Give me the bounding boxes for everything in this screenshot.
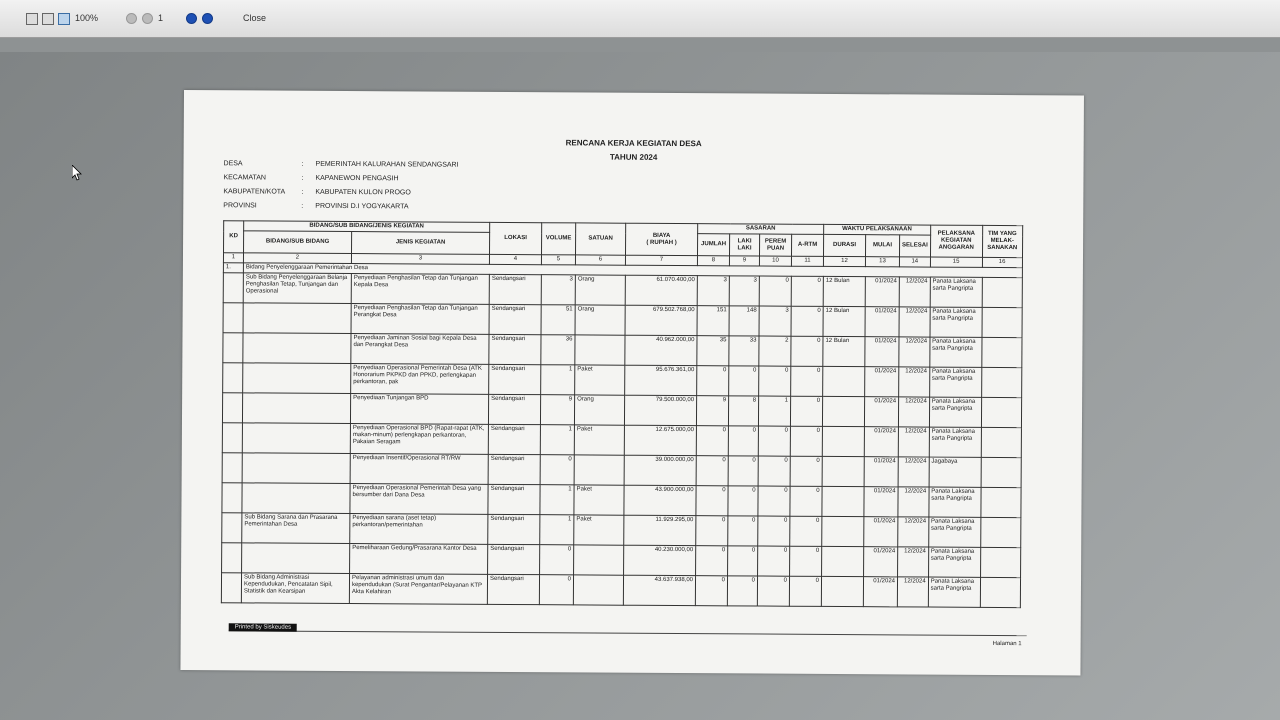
viewer-gutter — [0, 38, 1280, 52]
cell-satuan: Orang — [575, 305, 625, 335]
cell-jenis: Penyediaan Penghasilan Tetap dan Tunjangan Perangkat Desa — [351, 304, 489, 335]
table-row — [223, 363, 1022, 398]
cell-kd — [222, 393, 242, 423]
biaya-label: BIAYA — [652, 232, 671, 239]
save-icon — [26, 13, 38, 25]
cell-pelaksana: Panata Laksana sarta Pangripta — [929, 427, 981, 457]
cell-sub — [243, 333, 351, 364]
report-meta — [223, 160, 458, 217]
first-page-button[interactable] — [126, 13, 137, 24]
cell-selesai: 12/2024 — [898, 517, 929, 547]
column-number: 12 — [823, 256, 865, 266]
cell-sub — [243, 363, 351, 394]
report-viewer-toolbar — [0, 0, 1280, 38]
cell-jumlah: 0 — [696, 486, 728, 516]
cell-mulai: 01/2024 — [864, 517, 898, 547]
first-page-icon — [126, 13, 137, 24]
cell-artm: 0 — [790, 396, 822, 426]
cell-jenis: Penyediaan Insentif/Operasional RT/RW — [350, 454, 488, 485]
cell-jenis: Penyediaan Operasional Pemerintah Desa (ATK Honorarium PKPKD dan PPKD, perlengkapan perkantoran, pak — [351, 364, 489, 395]
cell-jumlah: 0 — [696, 546, 728, 576]
page-number[interactable]: 1 — [158, 13, 164, 23]
column-number: 16 — [982, 257, 1022, 267]
table-row — [222, 543, 1021, 578]
cell-jenis: Penyediaan Operasional Pemerintah Desa yang bersumber dari Dana Desa — [350, 484, 488, 515]
cell-kd — [223, 363, 243, 393]
cell-artm: 0 — [790, 516, 822, 546]
col-durasi: DURASI — [823, 234, 865, 256]
cell-satuan — [574, 455, 624, 485]
cell-lokasi: Sendangsari — [488, 544, 540, 574]
cell-jenis: Penyediaan Jaminan Sosial bagi Kepala Desa dan Perangkat Desa — [351, 334, 489, 365]
cell-durasi: 12 Bulan — [823, 336, 865, 366]
cell-perempuan: 0 — [759, 276, 791, 306]
cell-kd — [222, 483, 242, 513]
cell-artm: 0 — [789, 576, 821, 606]
cell-sub — [242, 393, 350, 424]
cell-jenis: Pelayanan administrasi umum dan kependudukan (Surat Pengantar/Pelayanan KTP Akta Kelahiran — [349, 574, 487, 605]
col-biaya — [625, 223, 697, 255]
meta-row — [223, 160, 458, 175]
cell-sub — [242, 483, 350, 514]
meta-value: PEMERINTAH KALURAHAN SENDANGSARI — [315, 160, 459, 169]
cell-satuan: Paket — [574, 425, 624, 455]
table-row — [223, 303, 1022, 338]
cell-lokasi: Sendangsari — [489, 364, 541, 394]
table-row — [223, 333, 1022, 368]
cell-kd — [222, 453, 242, 483]
last-page-button[interactable] — [202, 13, 213, 24]
cell-sub — [242, 423, 350, 454]
cell-volume: 1 — [540, 485, 574, 515]
col-laki: LAKI LAKI — [729, 234, 759, 256]
cell-perempuan: 0 — [758, 516, 790, 546]
meta-sep: : — [301, 202, 304, 210]
cell-durasi — [822, 486, 864, 516]
meta-sep: : — [301, 188, 304, 196]
cell-pelaksana: Panata Laksana sarta Pangripta — [929, 397, 981, 427]
cell-volume: 3 — [541, 275, 575, 305]
printed-by: Printed by Siskeudes — [229, 623, 297, 631]
cell-sub: Sub Bidang Administrasi Kependudukan, Pencatatan Sipil, Statistik dan Kearsipan — [241, 573, 349, 604]
cell-mulai: 01/2024 — [864, 547, 898, 577]
cell-perempuan: 0 — [758, 486, 790, 516]
close-button[interactable]: Close — [243, 13, 267, 23]
cell-jumlah: 0 — [696, 426, 728, 456]
cell-tim — [981, 457, 1021, 487]
cell-perempuan: 0 — [758, 426, 790, 456]
cell-pelaksana: Panata Laksana sarta Pangripta — [930, 307, 982, 337]
cell-lokasi: Sendangsari — [488, 454, 540, 484]
col-jumlah: JUMLAH — [697, 234, 729, 256]
meta-label: KABUPATEN/KOTA — [223, 188, 286, 196]
cell-volume: 0 — [540, 455, 574, 485]
meta-value: KABUPATEN KULON PROGO — [315, 188, 411, 197]
cell-mulai: 01/2024 — [864, 427, 898, 457]
cell-laki: 148 — [729, 306, 759, 336]
cell-laki: 0 — [727, 576, 757, 606]
cell-laki: 8 — [728, 396, 758, 426]
cell-jenis: Penyediaan Operasional BPD (Rapat-rapat (ATK, makan-minum) perlengkapan perkantoran, Pakaian Seragam — [350, 424, 488, 455]
cell-pelaksana: Panata Laksana sarta Pangripta — [930, 277, 982, 307]
column-number: 3 — [351, 254, 489, 265]
cell-durasi — [822, 456, 864, 486]
cell-jumlah: 35 — [697, 336, 729, 366]
cell-perempuan: 1 — [758, 396, 790, 426]
mouse-cursor-icon — [72, 165, 82, 181]
cell-laki: 0 — [728, 426, 758, 456]
cell-jenis: Penyediaan sarana (aset tetap) perkantoran/pemerintahan — [350, 514, 488, 545]
cell-biaya: 61.070.400,00 — [625, 275, 697, 305]
cell-perempuan: 0 — [758, 456, 790, 486]
cell-mulai: 01/2024 — [865, 277, 899, 307]
cell-jenis: Penyediaan Tunjangan BPD — [350, 394, 488, 425]
cell-mulai: 01/2024 — [864, 457, 898, 487]
cell-selesai: 12/2024 — [898, 427, 929, 457]
cell-artm: 0 — [791, 336, 823, 366]
page-label: Halaman 1 — [992, 640, 1022, 648]
cell-sub: Sub Bidang Sarana dan Prasarana Pemerintahan Desa — [242, 513, 350, 544]
cell-lokasi: Sendangsari — [488, 484, 540, 514]
cell-mulai: 01/2024 — [864, 487, 898, 517]
cell-selesai: 12/2024 — [898, 397, 929, 427]
cell-jumlah: 151 — [697, 306, 729, 336]
cell-laki: 0 — [728, 486, 758, 516]
cell-selesai: 12/2024 — [899, 307, 930, 337]
meta-sep: : — [301, 174, 304, 182]
col-perempuan: PEREM PUAN — [759, 234, 791, 256]
col-tim: TIM YANG MELAK-SANAKAN — [982, 225, 1022, 257]
cell-mulai: 01/2024 — [863, 577, 897, 607]
cell-artm: 0 — [790, 426, 822, 456]
cell-durasi — [821, 576, 863, 606]
cell-jumlah: 0 — [696, 516, 728, 546]
cell-tim — [980, 517, 1020, 547]
report-year: TAHUN 2024 — [609, 152, 658, 162]
cell-jenis: Penyediaan Penghasilan Tetap dan Tunjangan Kepala Desa — [351, 274, 489, 305]
cell-volume: 1 — [540, 515, 574, 545]
cell-tim — [982, 337, 1022, 367]
cell-jumlah: 9 — [696, 396, 728, 426]
cell-volume: 51 — [541, 305, 575, 335]
cell-mulai: 01/2024 — [865, 337, 899, 367]
cell-satuan: Paket — [574, 515, 624, 545]
cell-pelaksana: Jagabaya — [929, 457, 981, 487]
cell-kd — [222, 513, 242, 543]
cell-pelaksana: Panata Laksana sarta Pangripta — [928, 517, 980, 547]
cell-biaya: 12.675.000,00 — [624, 425, 696, 455]
print-button[interactable] — [42, 13, 54, 25]
prev-page-icon — [142, 13, 153, 24]
column-number: 10 — [759, 256, 791, 266]
cell-laki: 33 — [729, 336, 759, 366]
column-number: 6 — [575, 255, 625, 265]
column-number: 15 — [930, 257, 982, 267]
cell-satuan — [573, 575, 623, 605]
cell-pelaksana: Panata Laksana sarta Pangripta — [930, 337, 982, 367]
biaya-unit: ( RUPIAH ) — [646, 239, 677, 246]
cell-kd — [223, 273, 243, 303]
column-number: 2 — [243, 253, 351, 264]
cell-laki: 0 — [728, 546, 758, 576]
cell-satuan — [574, 545, 624, 575]
meta-value: PROVINSI D.I YOGYAKARTA — [315, 202, 409, 211]
cell-perempuan: 0 — [757, 576, 789, 606]
cell-pelaksana: Panata Laksana sarta Pangripta — [929, 487, 981, 517]
table-row — [222, 513, 1021, 548]
cell-biaya: 43.637.938,00 — [623, 575, 695, 605]
meta-value: KAPANEWON PENGASIH — [315, 174, 399, 183]
cell-lokasi: Sendangsari — [488, 514, 540, 544]
col-waktu: WAKTU PELAKSANAAN — [824, 224, 931, 235]
cell-selesai: 12/2024 — [899, 337, 930, 367]
table-row — [223, 273, 1022, 308]
cell-volume: 0 — [540, 545, 574, 575]
cell-biaya: 39.000.000,00 — [624, 455, 696, 485]
cell-lokasi: Sendangsari — [488, 394, 540, 424]
col-bidang: BIDANG/SUB BIDANG — [244, 231, 352, 254]
cell-artm: 0 — [790, 486, 822, 516]
meta-row — [223, 188, 458, 203]
cell-biaya: 43.900.000,00 — [624, 485, 696, 515]
cell-mulai: 01/2024 — [865, 367, 899, 397]
column-number: 1 — [223, 253, 243, 263]
cell-perempuan: 0 — [758, 546, 790, 576]
cell-jumlah: 0 — [696, 456, 728, 486]
cell-laki: 0 — [728, 456, 758, 486]
cell-perempuan: 3 — [759, 306, 791, 336]
cell-durasi: 12 Bulan — [823, 276, 865, 306]
cell-lokasi: Sendangsari — [487, 574, 539, 604]
col-lokasi: LOKASI — [490, 222, 542, 254]
cell-laki: 0 — [729, 366, 759, 396]
col-jenis: JENIS KEGIATAN — [352, 232, 490, 255]
cell-kd — [223, 303, 243, 333]
col-kd: KD — [224, 221, 244, 253]
cell-tim — [981, 427, 1021, 457]
cell-tim — [981, 367, 1021, 397]
col-satuan: SATUAN — [576, 223, 626, 255]
cell-satuan: Paket — [575, 365, 625, 395]
cell-biaya: 679.502.768,00 — [625, 305, 697, 335]
column-number: 14 — [899, 257, 930, 267]
cell-selesai: 12/2024 — [898, 547, 929, 577]
meta-label: PROVINSI — [223, 202, 257, 210]
cell-biaya: 11.929.295,00 — [624, 515, 696, 545]
page-layout-icon — [58, 13, 70, 25]
section-label: Bidang Penyelenggaraan Pemerintahan Desa — [243, 263, 1022, 278]
zoom-level[interactable]: 100% — [75, 13, 99, 23]
cell-volume: 36 — [541, 335, 575, 365]
cell-satuan: Orang — [575, 275, 625, 305]
rkp-table — [221, 220, 1023, 608]
meta-label: KECAMATAN — [223, 174, 267, 182]
meta-label: DESA — [223, 160, 243, 168]
cell-lokasi: Sendangsari — [489, 304, 541, 334]
cell-tim — [981, 397, 1021, 427]
cell-sub — [242, 453, 350, 484]
cell-selesai: 12/2024 — [897, 577, 928, 607]
cell-tim — [980, 547, 1020, 577]
cell-durasi — [822, 396, 864, 426]
table-row — [222, 393, 1021, 428]
print-icon — [42, 13, 54, 25]
last-page-icon — [202, 13, 213, 24]
cell-satuan: Orang — [574, 395, 624, 425]
cell-durasi — [822, 546, 864, 576]
col-volume: VOLUME — [542, 223, 576, 255]
cell-sub — [242, 543, 350, 574]
col-artm: A-RTM — [791, 234, 823, 256]
next-page-icon — [186, 13, 197, 24]
cell-jumlah: 3 — [697, 276, 729, 306]
cell-biaya: 40.230.000,00 — [624, 545, 696, 575]
cell-biaya: 79.500.000,00 — [624, 395, 696, 425]
table-row — [222, 453, 1021, 488]
col-pelaksana: PELAKSANA KEGIATAN ANGGARAN — [930, 225, 982, 257]
column-number: 8 — [697, 256, 729, 266]
cell-kd — [223, 333, 243, 363]
cell-volume: 0 — [539, 575, 573, 605]
col-mulai: MULAI — [865, 235, 899, 257]
column-number: 11 — [791, 256, 823, 266]
cell-artm: 0 — [791, 306, 823, 336]
cell-jumlah: 0 — [697, 366, 729, 396]
column-number: 4 — [489, 254, 541, 264]
cell-perempuan: 2 — [759, 336, 791, 366]
meta-sep: : — [301, 160, 304, 168]
meta-row — [223, 174, 458, 189]
cell-tim — [980, 577, 1020, 607]
cell-satuan — [575, 335, 625, 365]
cell-artm: 0 — [790, 456, 822, 486]
cell-lokasi: Sendangsari — [489, 334, 541, 364]
cell-biaya: 95.676.361,00 — [625, 365, 697, 395]
cell-pelaksana: Panata Laksana sarta Pangripta — [928, 577, 980, 607]
cell-volume: 9 — [540, 395, 574, 425]
cell-durasi: 12 Bulan — [823, 306, 865, 336]
col-selesai: SELESAI — [899, 235, 930, 257]
cell-volume: 1 — [540, 425, 574, 455]
cell-artm: 0 — [790, 546, 822, 576]
column-number: 5 — [541, 255, 575, 265]
cell-laki: 3 — [729, 276, 759, 306]
section-kd: 1. — [223, 263, 243, 273]
cell-selesai: 12/2024 — [899, 277, 930, 307]
cell-volume: 1 — [541, 365, 575, 395]
cell-selesai: 12/2024 — [899, 367, 930, 397]
next-page-button[interactable] — [186, 13, 197, 24]
save-button[interactable] — [26, 13, 38, 25]
cell-mulai: 01/2024 — [864, 397, 898, 427]
cell-kd — [222, 423, 242, 453]
cell-tim — [982, 277, 1022, 307]
cell-perempuan: 0 — [759, 366, 791, 396]
table-row — [222, 483, 1021, 518]
cell-lokasi: Sendangsari — [489, 274, 541, 304]
cell-tim — [982, 307, 1022, 337]
cell-tim — [981, 487, 1021, 517]
cell-kd — [221, 573, 241, 603]
meta-row — [223, 202, 458, 217]
cell-jenis: Pemeliharaan Gedung/Prasarana Kantor Desa — [350, 544, 488, 575]
footer-line — [229, 630, 1027, 636]
table-row — [222, 423, 1021, 458]
cell-pelaksana: Panata Laksana sarta Pangripta — [928, 547, 980, 577]
cell-artm: 0 — [791, 276, 823, 306]
cell-mulai: 01/2024 — [865, 307, 899, 337]
cell-artm: 0 — [791, 366, 823, 396]
cell-durasi — [823, 366, 865, 396]
cell-selesai: 12/2024 — [898, 487, 929, 517]
cell-durasi — [822, 426, 864, 456]
cell-kd — [222, 543, 242, 573]
cell-selesai: 12/2024 — [898, 457, 929, 487]
cell-jumlah: 0 — [695, 576, 727, 606]
cell-pelaksana: Panata Laksana sarta Pangripta — [929, 367, 981, 397]
column-number: 9 — [729, 256, 759, 266]
cell-satuan: Paket — [574, 485, 624, 515]
cell-lokasi: Sendangsari — [488, 424, 540, 454]
prev-page-button[interactable] — [142, 13, 153, 24]
cell-durasi — [822, 516, 864, 546]
report-title: RENCANA KERJA KEGIATAN DESA — [565, 138, 702, 149]
column-number: 13 — [865, 257, 899, 267]
table-row — [221, 573, 1020, 608]
cell-sub: Sub Bidang Penyelenggaraan Belanja Penghasilan Tetap, Tunjangan dan Operasional — [243, 273, 351, 304]
page-layout-button[interactable] — [58, 13, 70, 25]
col-sasaran: SASARAN — [698, 224, 824, 235]
column-number: 7 — [625, 255, 697, 265]
col-bidang-group: BIDANG/SUB BIDANG/JENIS KEGIATAN — [244, 221, 490, 233]
cell-laki: 0 — [728, 516, 758, 546]
cell-biaya: 40.962.000,00 — [625, 335, 697, 365]
report-page — [180, 90, 1084, 675]
cell-sub — [243, 303, 351, 334]
